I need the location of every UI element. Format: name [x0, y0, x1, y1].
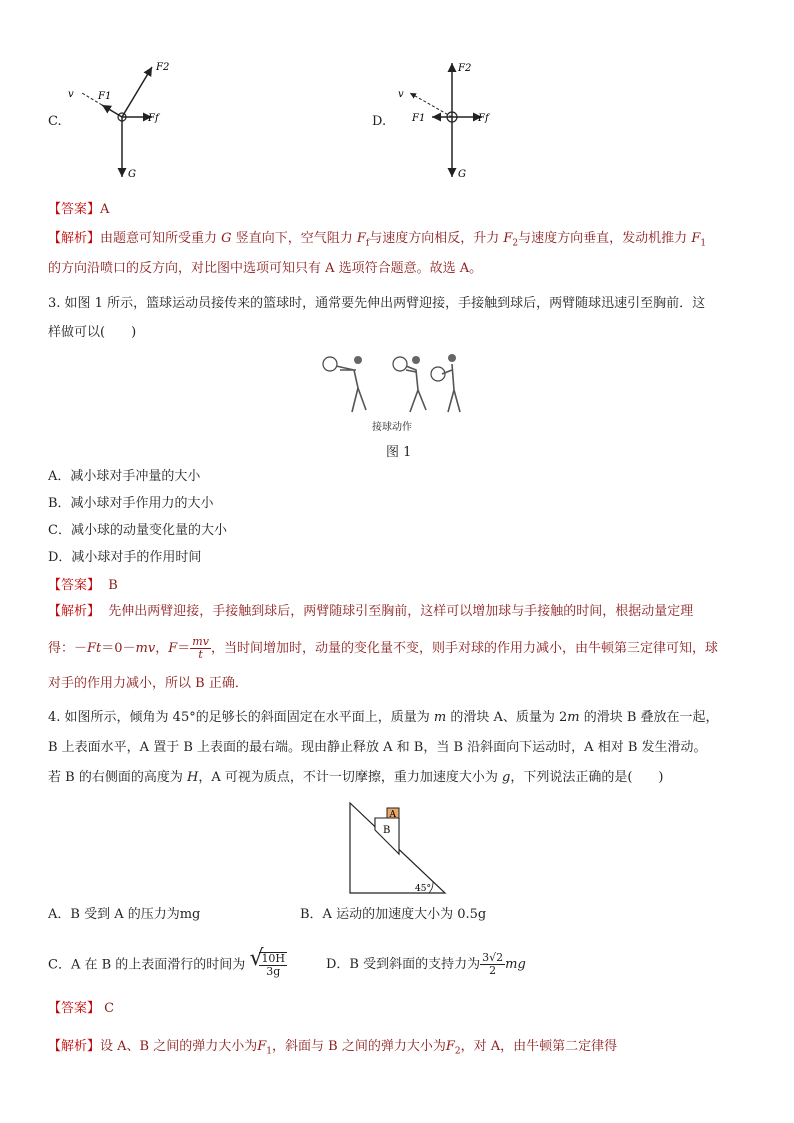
- q3-option-b: B．减小球对手作用力的大小: [48, 496, 214, 511]
- velocity-label: v: [398, 89, 404, 100]
- q2-analysis-line-1: 【解析】由题意可知所受重力 G 竖直向下，空气阻力 $F_f$与速度方向相反，升力 $F_2$与速度方向垂直，发动机推力 $F_1$: [48, 231, 707, 249]
- ff-label: Ff: [478, 113, 489, 124]
- velocity-label: v: [68, 89, 74, 100]
- force-diagram-d: [390, 55, 510, 185]
- thrust-arrow: [102, 105, 122, 117]
- figure-caption: 接球动作: [372, 422, 412, 433]
- ff-label: Ff: [148, 113, 159, 124]
- q3-option-a: A．减小球对手冲量的大小: [48, 469, 201, 484]
- q2-answer: 【答案】A: [48, 202, 110, 217]
- q3-analysis-line-2: 得：－Ft＝0－mv，F＝ $\frac{mv}{t}$ ，当时间增加时，动量的变化量不变，则手对球的作用力减小，由牛顿第三定律可知，球: [48, 635, 718, 661]
- f1-label: F1: [98, 91, 112, 102]
- q4-option-a: A．B 受到 A 的压力为mg: [48, 907, 201, 922]
- figure-label: 图 1: [386, 445, 412, 460]
- g-label: G: [128, 169, 136, 180]
- q4-stem-line-1: 4. 如图所示，倾角为 45°的足够长的斜面固定在水平面上，质量为 m 的滑块 A、质量为 2m 的滑块 B 叠放在一起，: [48, 710, 719, 725]
- q4-analysis-line-1: 【解析】设 A、B 之间的弹力大小为$F_1$，斜面与 B 之间的弹力大小为$F_2$，对 A，由牛顿第二定律得: [48, 1039, 618, 1057]
- option-c-label: C.: [48, 114, 62, 129]
- q4-stem-line-3: 若 B 的右侧面的高度为 H，A 可视为质点，不计一切摩擦，重力加速度大小为 g，下列说法正确的是( ): [48, 770, 664, 785]
- block-a-label: A: [389, 810, 396, 820]
- q3-analysis-line-3: 对手的作用力减小，所以 B 正确．: [48, 676, 248, 691]
- q4-option-c: C．A 在 B 的上表面滑行的时间为 √ $\frac{10H}{3g}$: [48, 946, 286, 978]
- q4-answer: 【答案】 C: [48, 1001, 115, 1016]
- f1-label: F1: [412, 113, 426, 124]
- f2-label: F2: [156, 62, 170, 73]
- f2-label: F2: [458, 63, 472, 74]
- q2-analysis-line-2: 的方向沿喷口的反方向，对比图中选项可知只有 A 选项符合题意。故选 A。: [48, 261, 483, 276]
- q4-option-d: D．B 受到斜面的支持力为 $\frac{3√2}{2}$ mg: [326, 951, 526, 977]
- q4-option-b: B．A 运动的加速度大小为 0.5g: [300, 907, 487, 922]
- basketball-catch-figure: [320, 350, 470, 418]
- force-diagram-c: [60, 55, 180, 185]
- incline-figure: [345, 798, 450, 898]
- angle-label: 45°: [415, 884, 431, 894]
- q3-option-c: C．减小球的动量变化量的大小: [48, 523, 227, 538]
- lift-arrow: [122, 67, 152, 117]
- g-label: G: [458, 169, 466, 180]
- q3-analysis-line-1: 【解析】 先伸出两臂迎接，手接触到球后，两臂随球引至胸前，这样可以增加球与手接触的时间，根据动量定理: [48, 604, 694, 619]
- q3-stem-line-2: 样做可以( ): [48, 325, 137, 340]
- block-b-label: B: [383, 825, 391, 836]
- q3-stem-line-1: 3. 如图 1 所示，篮球运动员接传来的篮球时，通常要先伸出两臂迎接，手接触到球后，两臂随球迅速引至胸前．这: [48, 296, 706, 311]
- q4-stem-line-2: B 上表面水平，A 置于 B 上表面的最右端。现由静止释放 A 和 B，当 B 沿斜面向下运动时，A 相对 B 发生滑动。: [48, 740, 707, 755]
- q3-option-d: D．减小球对手的作用时间: [48, 550, 202, 565]
- option-d-label: D.: [372, 114, 387, 129]
- q3-answer: 【答案】 B: [48, 578, 118, 593]
